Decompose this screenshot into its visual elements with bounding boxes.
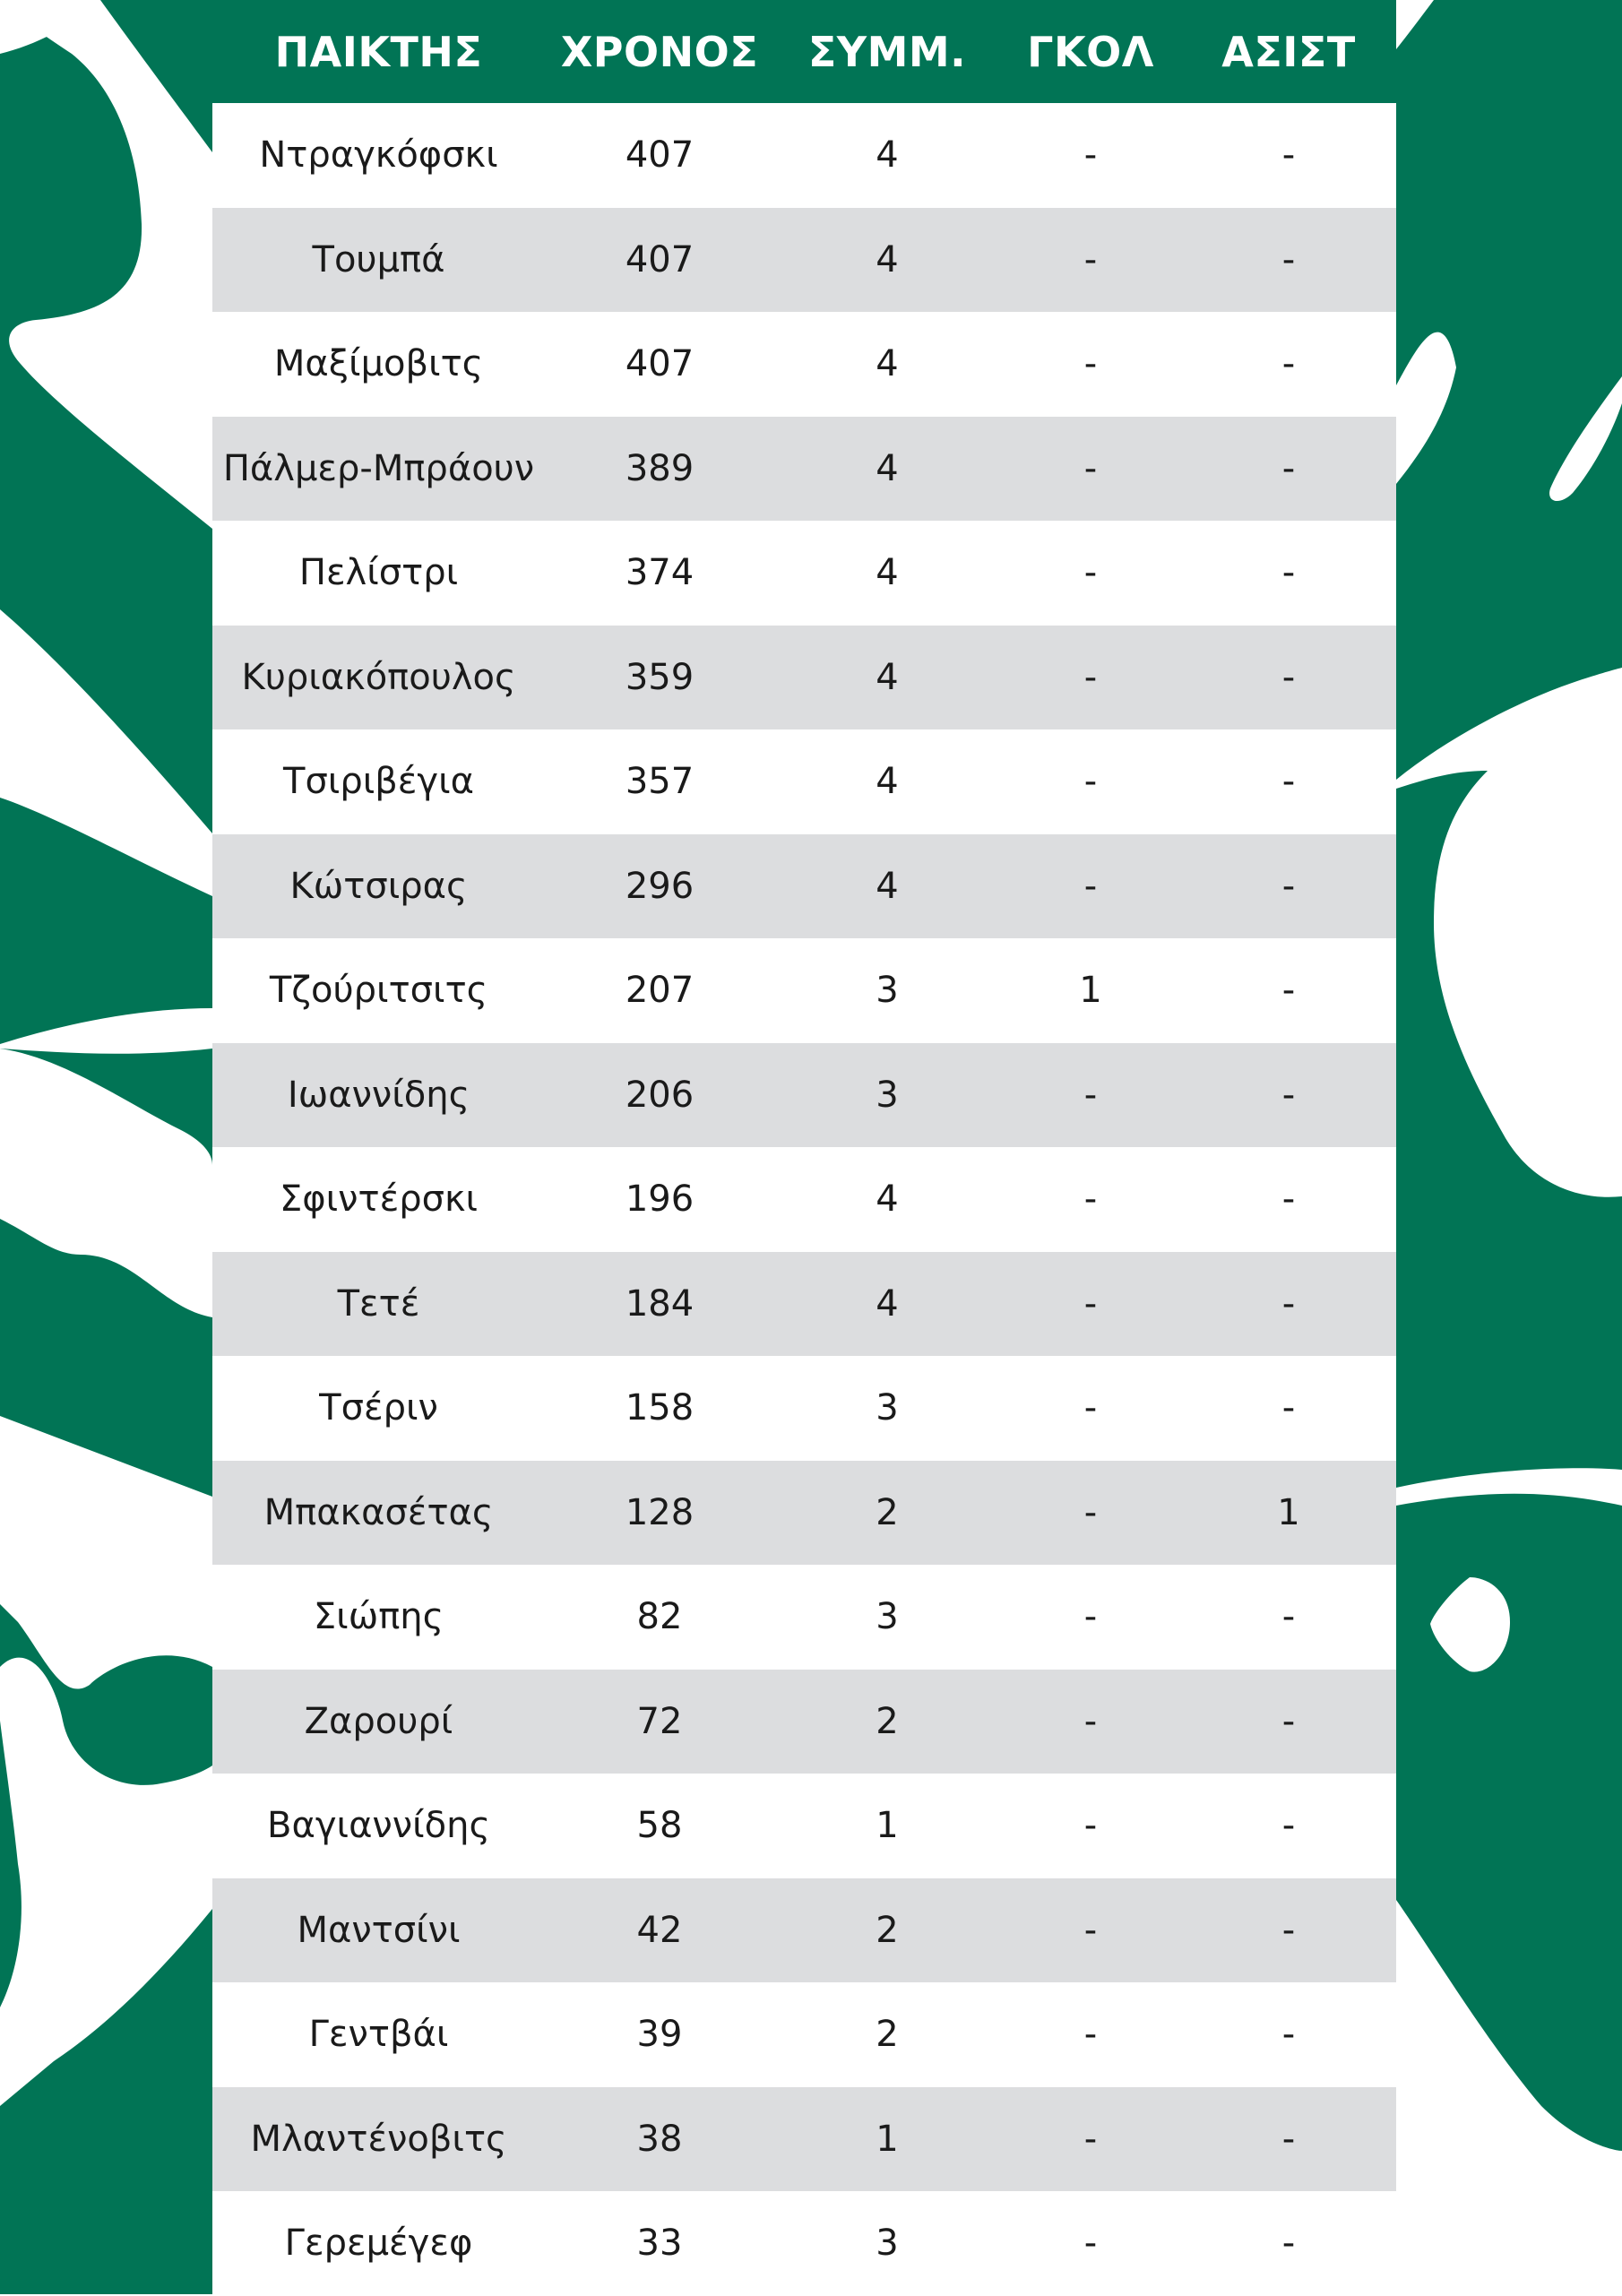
- table-row: [212, 208, 1396, 313]
- cell-appearances: 4: [876, 1178, 899, 1221]
- cell-time: 374: [625, 552, 695, 594]
- cell-assists: 1: [1277, 1491, 1300, 1533]
- cell-appearances: 2: [876, 2014, 899, 2056]
- table-row: [212, 626, 1396, 730]
- cell-appearances: 3: [876, 1596, 899, 1638]
- cell-goals: -: [1083, 761, 1098, 803]
- cell-goals: -: [1083, 1805, 1098, 1847]
- cell-assists: -: [1281, 134, 1296, 177]
- cell-player: Σιώπης: [313, 1596, 444, 1638]
- cell-player: Τουμπά: [312, 238, 445, 281]
- table-row: [212, 1356, 1396, 1461]
- cell-player: Τσιριβέγια: [283, 761, 474, 803]
- table-row: [212, 312, 1396, 417]
- cell-appearances: 4: [876, 656, 899, 698]
- table-row: [212, 1043, 1396, 1148]
- cell-assists: -: [1281, 865, 1296, 907]
- cell-goals: -: [1083, 1178, 1098, 1221]
- cell-player: Ιωαννίδης: [287, 1074, 470, 1116]
- cell-player: Τσέριν: [319, 1387, 438, 1429]
- header-appearances: ΣΥΜΜ.: [807, 27, 967, 76]
- cell-appearances: 3: [876, 1387, 899, 1429]
- cell-player: Πάλμερ-Μπράουν: [222, 447, 535, 489]
- cell-player: Μπακασέτας: [263, 1491, 494, 1533]
- cell-time: 357: [625, 761, 695, 803]
- table-row: [212, 938, 1396, 1043]
- cell-assists: -: [1281, 656, 1296, 698]
- cell-assists: -: [1281, 1700, 1296, 1742]
- cell-time: 184: [625, 1282, 695, 1325]
- cell-appearances: 4: [876, 343, 899, 385]
- cell-goals: -: [1083, 134, 1098, 177]
- cell-appearances: 4: [876, 134, 899, 177]
- cell-time: 359: [625, 656, 695, 698]
- table-row: [212, 417, 1396, 522]
- header-goals: ΓΚΟΛ: [1027, 27, 1154, 76]
- cell-time: 42: [636, 1909, 683, 1951]
- cell-appearances: 4: [876, 1282, 899, 1325]
- cell-time: 39: [636, 2014, 683, 2056]
- table-row: [212, 1982, 1396, 2087]
- cell-goals: -: [1083, 1387, 1098, 1429]
- cell-assists: -: [1281, 2014, 1296, 2056]
- cell-assists: -: [1281, 343, 1296, 385]
- cell-player: Κώτσιρας: [289, 865, 468, 907]
- cell-assists: -: [1281, 970, 1296, 1012]
- table-header-row: [212, 0, 1396, 103]
- table-row: [212, 2087, 1396, 2192]
- cell-appearances: 1: [876, 2118, 899, 2160]
- table-row: [212, 1878, 1396, 1983]
- cell-time: 128: [625, 1491, 695, 1533]
- cell-assists: -: [1281, 1387, 1296, 1429]
- cell-assists: -: [1281, 447, 1296, 489]
- cell-player: Μαντσίνι: [297, 1909, 461, 1951]
- cell-player: Σφιντέρσκι: [279, 1178, 479, 1221]
- table-row: [212, 1147, 1396, 1252]
- cell-goals: 1: [1079, 970, 1102, 1012]
- table-row: [212, 1670, 1396, 1774]
- cell-assists: -: [1281, 1909, 1296, 1951]
- cell-appearances: 3: [876, 1074, 899, 1116]
- cell-player: Μλαντένοβιτς: [250, 2118, 507, 2160]
- cell-time: 207: [625, 970, 695, 1012]
- cell-goals: -: [1083, 343, 1098, 385]
- cell-appearances: 3: [876, 2223, 899, 2265]
- cell-assists: -: [1281, 552, 1296, 594]
- table-row: [212, 1565, 1396, 1670]
- cell-player: Γεντβάι: [308, 2014, 449, 2056]
- cell-appearances: 2: [876, 1700, 899, 1742]
- cell-player: Ζαρουρί: [304, 1700, 453, 1742]
- cell-goals: -: [1083, 1491, 1098, 1533]
- cell-appearances: 2: [876, 1491, 899, 1533]
- cell-time: 72: [636, 1700, 683, 1742]
- cell-appearances: 4: [876, 865, 899, 907]
- cell-goals: -: [1083, 2014, 1098, 2056]
- table-row: [212, 1774, 1396, 1878]
- cell-assists: -: [1281, 2118, 1296, 2160]
- table-row: [212, 2191, 1396, 2296]
- table-row: [212, 103, 1396, 208]
- cell-assists: -: [1281, 238, 1296, 281]
- cell-goals: -: [1083, 1282, 1098, 1325]
- cell-appearances: 4: [876, 238, 899, 281]
- table-row: [212, 1461, 1396, 1566]
- cell-time: 38: [636, 2118, 683, 2160]
- cell-goals: -: [1083, 1074, 1098, 1116]
- cell-appearances: 4: [876, 447, 899, 489]
- cell-goals: -: [1083, 656, 1098, 698]
- cell-goals: -: [1083, 2118, 1098, 2160]
- cell-appearances: 3: [876, 970, 899, 1012]
- table-row: [212, 521, 1396, 626]
- cell-goals: -: [1083, 865, 1098, 907]
- cell-time: 407: [625, 343, 695, 385]
- cell-time: 206: [625, 1074, 695, 1116]
- cell-goals: -: [1083, 1596, 1098, 1638]
- cell-appearances: 2: [876, 1909, 899, 1951]
- cell-assists: -: [1281, 1074, 1296, 1116]
- player-stats-table: [212, 0, 1396, 2296]
- cell-time: 407: [625, 134, 695, 177]
- table-row: [212, 1252, 1396, 1357]
- cell-player: Πελίστρι: [298, 552, 459, 594]
- cell-player: Ντραγκόφσκι: [259, 134, 498, 177]
- cell-time: 196: [625, 1178, 695, 1221]
- cell-appearances: 1: [876, 1805, 899, 1847]
- cell-player: Γερεμέγεφ: [284, 2223, 473, 2265]
- table-row: [212, 834, 1396, 939]
- table-body: [212, 103, 1396, 2296]
- cell-assists: -: [1281, 1178, 1296, 1221]
- cell-appearances: 4: [876, 761, 899, 803]
- cell-goals: -: [1083, 2223, 1098, 2265]
- header-assists: ΑΣΙΣΤ: [1221, 27, 1356, 76]
- cell-player: Βαγιαννίδης: [267, 1805, 490, 1847]
- cell-time: 158: [625, 1387, 695, 1429]
- cell-assists: -: [1281, 2223, 1296, 2265]
- cell-time: 296: [625, 865, 695, 907]
- cell-appearances: 4: [876, 552, 899, 594]
- cell-time: 407: [625, 238, 695, 281]
- cell-player: Κυριακόπουλος: [241, 656, 516, 698]
- cell-assists: -: [1281, 1596, 1296, 1638]
- cell-goals: -: [1083, 447, 1098, 489]
- header-time: ΧΡΟΝΟΣ: [560, 27, 759, 76]
- cell-goals: -: [1083, 238, 1098, 281]
- cell-assists: -: [1281, 1282, 1296, 1325]
- cell-assists: -: [1281, 761, 1296, 803]
- cell-goals: -: [1083, 1909, 1098, 1951]
- cell-assists: -: [1281, 1805, 1296, 1847]
- cell-player: Τετέ: [337, 1282, 420, 1325]
- cell-goals: -: [1083, 552, 1098, 594]
- cell-player: Μαξίμοβιτς: [273, 343, 484, 385]
- table-row: [212, 729, 1396, 834]
- cell-time: 389: [625, 447, 695, 489]
- cell-player: Τζούριτσιτς: [269, 970, 488, 1012]
- cell-goals: -: [1083, 1700, 1098, 1742]
- cell-time: 58: [636, 1805, 683, 1847]
- cell-time: 82: [636, 1596, 683, 1638]
- cell-time: 33: [636, 2223, 683, 2265]
- header-player: ΠΑΙΚΤΗΣ: [274, 27, 483, 76]
